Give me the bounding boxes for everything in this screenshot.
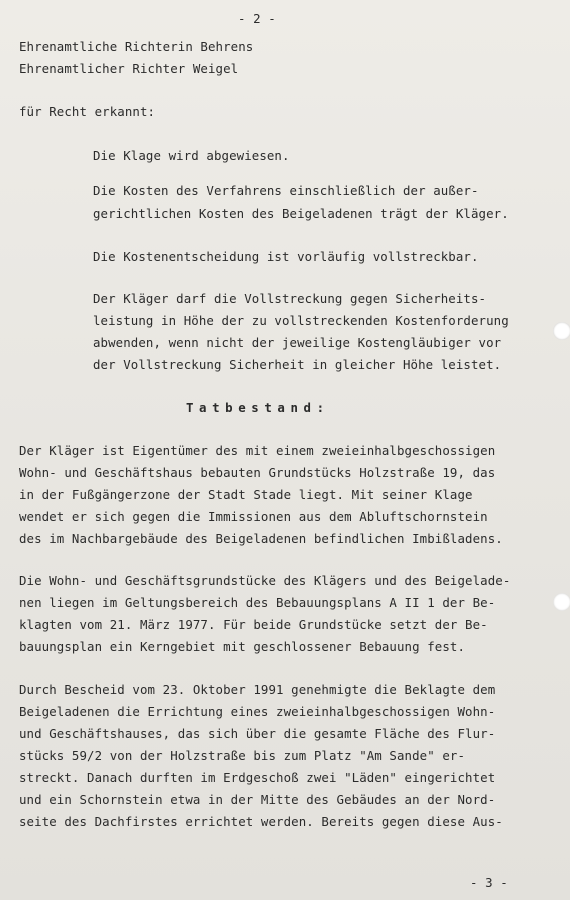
ruling-line: abwenden, wenn nicht der jeweilige Kostengläubiger vor — [93, 335, 502, 350]
ruling-line: Die Klage wird abgewiesen. — [93, 148, 290, 163]
body-line: und Geschäftshauses, das sich über die gesamte Fläche des Flur- — [19, 726, 496, 741]
judge-line: Ehrenamtliche Richterin Behrens — [19, 39, 254, 54]
ruling-line: Die Kosten des Verfahrens einschließlich der außer- — [93, 183, 479, 198]
ruling-line: Der Kläger darf die Vollstreckung gegen Sicherheits- — [93, 291, 487, 306]
punch-hole — [553, 593, 570, 611]
next-page-number: - 3 - — [470, 875, 508, 890]
body-line: wendet er sich gegen die Immissionen aus dem Abluftschornstein — [19, 509, 488, 524]
body-line: in der Fußgängerzone der Stadt Stade liegt. Mit seiner Klage — [19, 487, 473, 502]
body-line: nen liegen im Geltungsbereich des Bebauungsplans A II 1 der Be- — [19, 595, 496, 610]
body-line: streckt. Danach durften im Erdgeschoß zwei "Läden" eingerichtet — [19, 770, 496, 785]
ruling-line: leistung in Höhe der zu vollstreckenden Kostenforderung — [93, 313, 509, 328]
ruling-line: der Vollstreckung Sicherheit in gleicher Höhe leistet. — [93, 357, 502, 372]
body-line: und ein Schornstein etwa in der Mitte des Gebäudes an der Nord- — [19, 792, 496, 807]
body-line: stücks 59/2 von der Holzstraße bis zum Platz "Am Sande" er- — [19, 748, 466, 763]
body-line: Der Kläger ist Eigentümer des mit einem zweieinhalbgeschossigen — [19, 443, 496, 458]
section-heading: Tatbestand: — [186, 400, 330, 415]
body-line: Die Wohn- und Geschäftsgrundstücke des Klägers und des Beigelade- — [19, 573, 511, 588]
body-line: klagten vom 21. März 1977. Für beide Grundstücke setzt der Be- — [19, 617, 488, 632]
body-line: Beigeladenen die Errichtung eines zweieinhalbgeschossigen Wohn- — [19, 704, 496, 719]
verdict-intro: für Recht erkannt: — [19, 104, 156, 119]
body-line: Durch Bescheid vom 23. Oktober 1991 genehmigte die Beklagte dem — [19, 682, 496, 697]
body-line: des im Nachbargebäude des Beigeladenen befindlichen Imbißladens. — [19, 531, 503, 546]
body-line: Wohn- und Geschäftshaus bebauten Grundstücks Holzstraße 19, das — [19, 465, 496, 480]
ruling-line: Die Kostenentscheidung ist vorläufig vollstreckbar. — [93, 249, 479, 264]
punch-hole — [553, 322, 570, 340]
ruling-line: gerichtlichen Kosten des Beigeladenen trägt der Kläger. — [93, 206, 509, 221]
body-line: seite des Dachfirstes errichtet werden. Bereits gegen diese Aus- — [19, 814, 503, 829]
body-line: bauungsplan ein Kerngebiet mit geschlossener Bebauung fest. — [19, 639, 466, 654]
judge-line: Ehrenamtlicher Richter Weigel — [19, 61, 239, 76]
page-number: - 2 - — [238, 11, 276, 26]
